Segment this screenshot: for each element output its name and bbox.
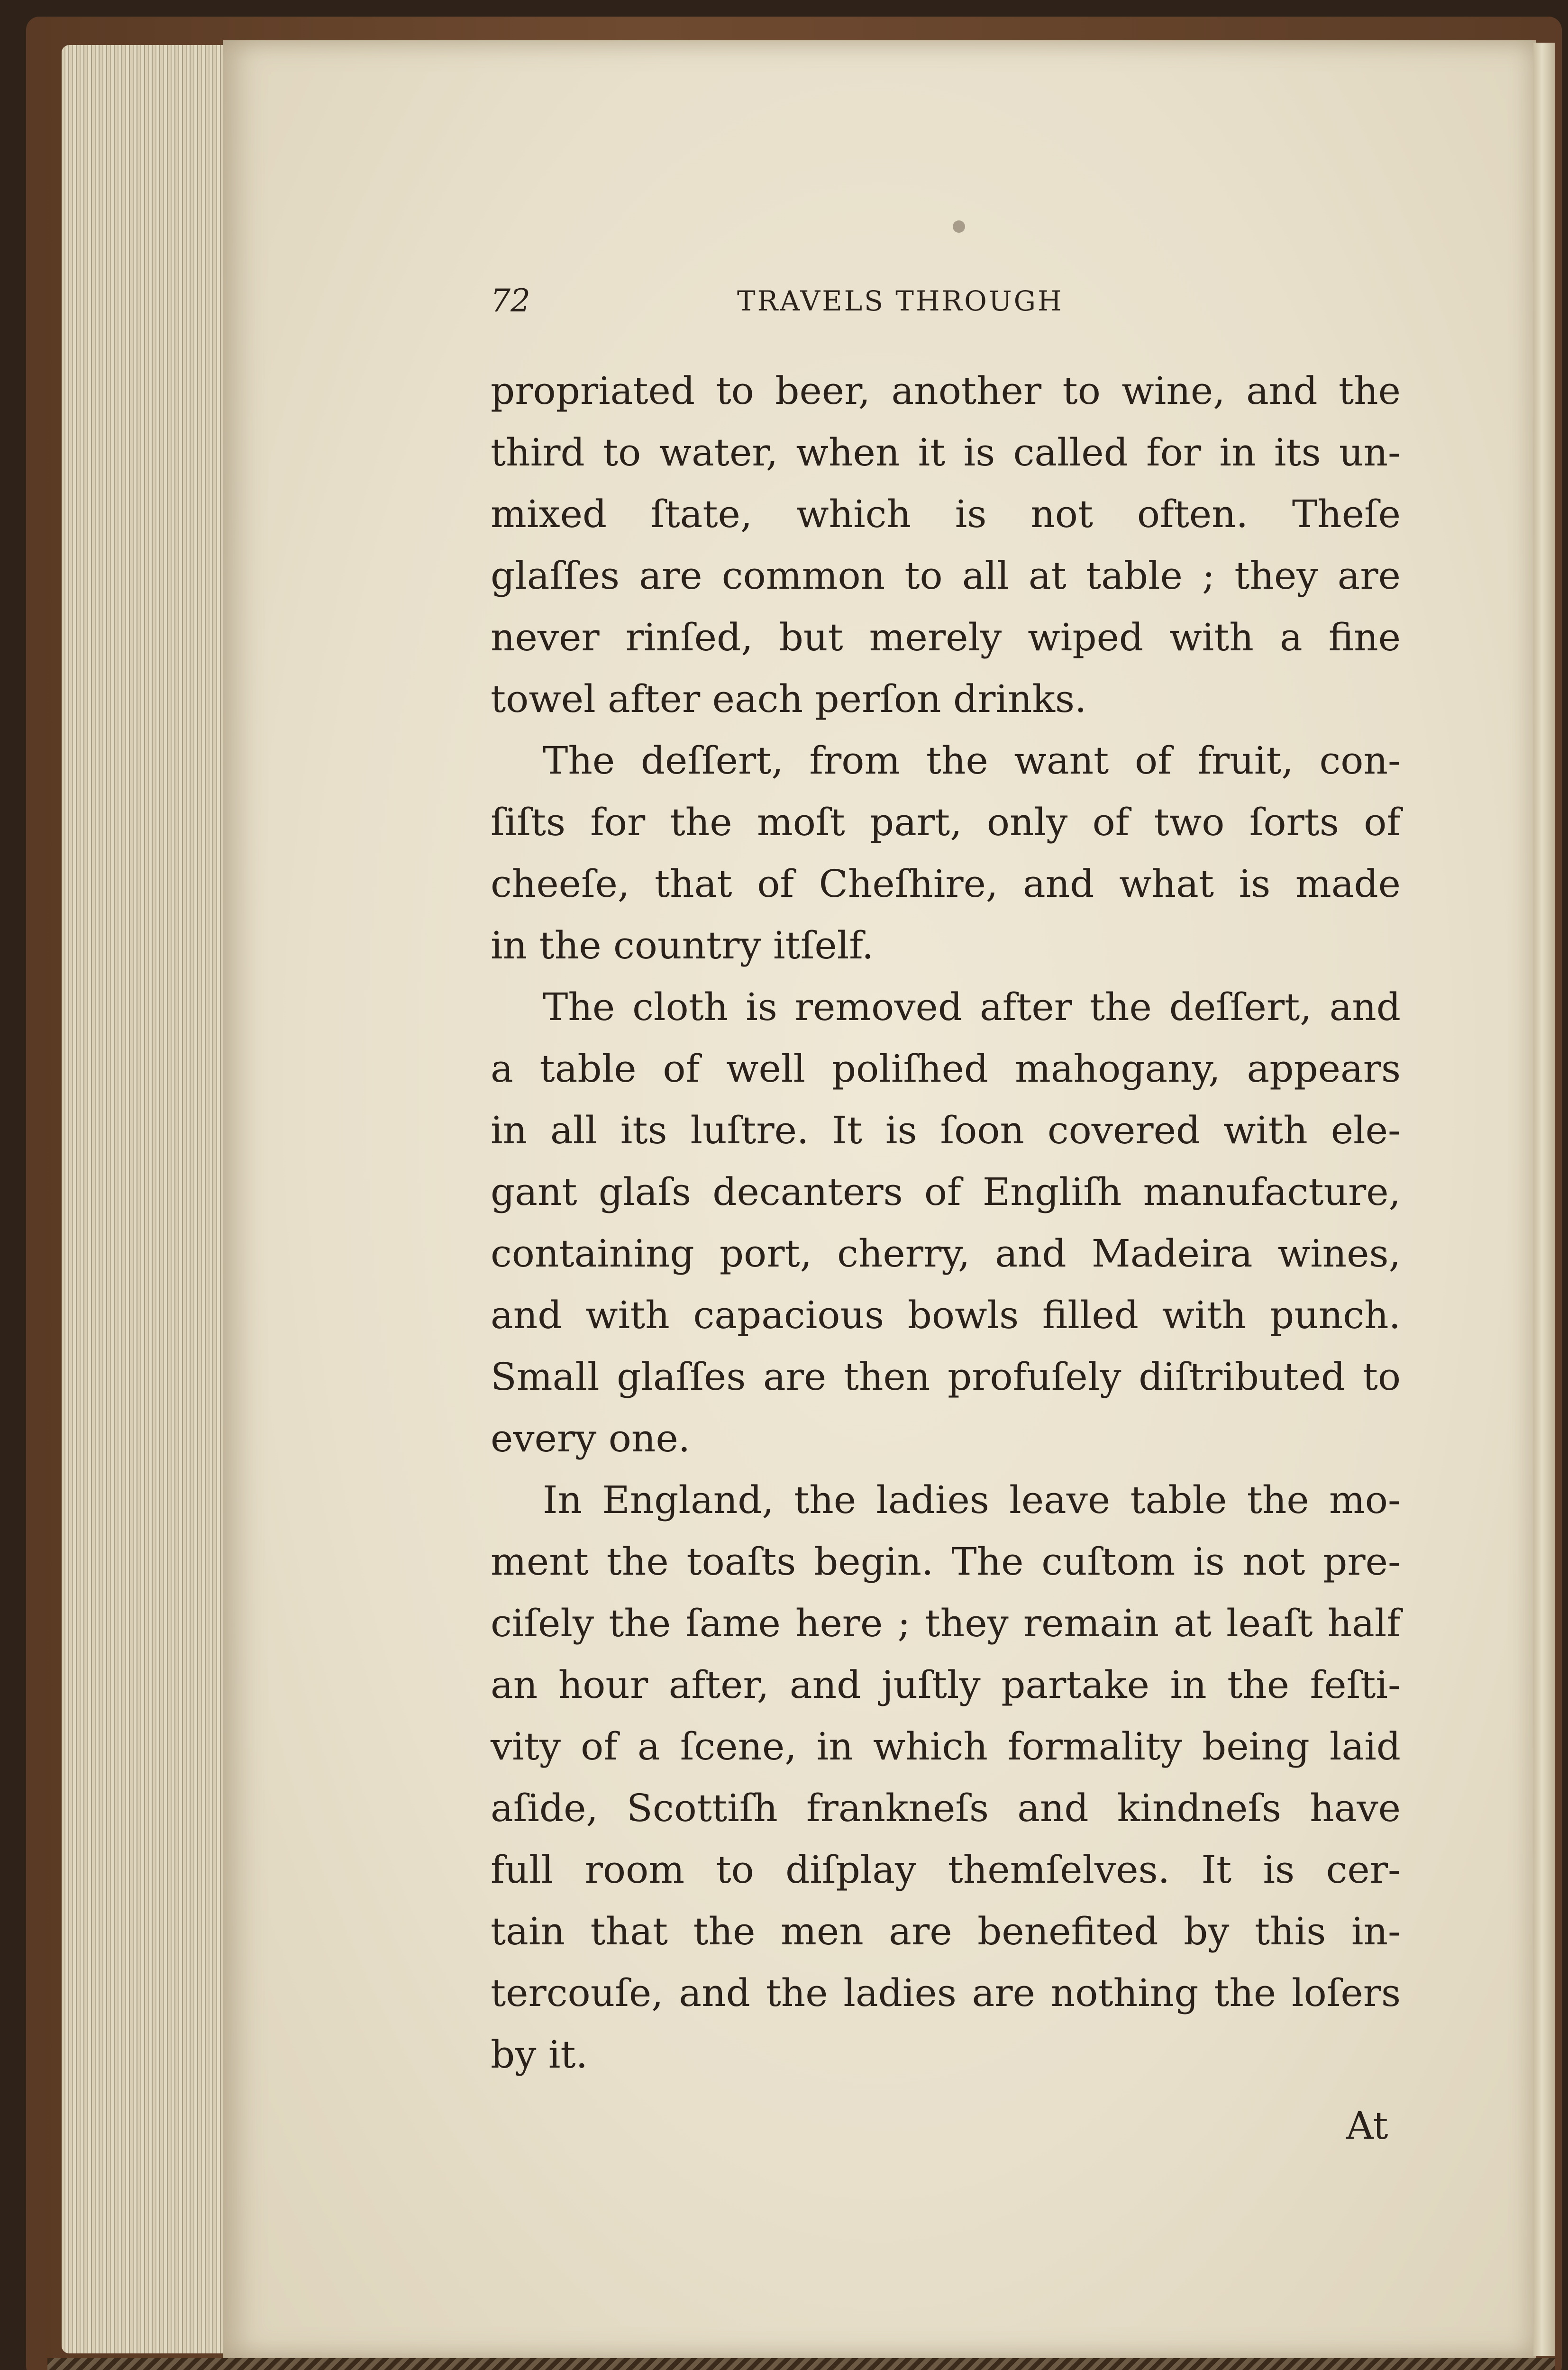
text-line: mixed ſtate, which is not often. Theſe — [491, 492, 1401, 536]
text-line: an hour after, and juſtly partake in the feſti- — [491, 1663, 1401, 1707]
text-line: tercouſe, and the ladies are nothing the loſers — [491, 1971, 1401, 2015]
text-line: aſide, Scottiſh frankneſs and kindneſs have — [491, 1786, 1401, 1830]
page-number: 72 — [491, 283, 530, 319]
body-text — [491, 360, 1401, 2086]
text-line: every one. — [491, 1416, 691, 1460]
text-line: in the country itſelf. — [491, 923, 874, 967]
text-line: ſiſts for the moſt part, only of two ſorts of — [491, 800, 1401, 844]
text-line: glaſſes are common to all at table ; they are — [491, 554, 1401, 598]
text-line: containing port, cherry, and Madeira wines, — [491, 1231, 1401, 1276]
catchword: At — [1346, 2104, 1388, 2148]
text-line: by it. — [491, 2033, 588, 2077]
page-header — [491, 282, 1391, 320]
text-line: full room to diſplay themſelves. It is cer- — [491, 1848, 1401, 1892]
text-line: never rinſed, but merely wiped with a fine — [491, 615, 1401, 659]
running-head: TRAVELS THROUGH — [737, 285, 1064, 317]
text-line: ment the toaſts begin. The cuſtom is not pre- — [491, 1540, 1401, 1584]
text-line: towel after each perſon drinks. — [491, 677, 1087, 721]
text-line: tain that the men are benefited by this in- — [491, 1909, 1401, 1953]
text-line: in all its luſtre. It is ſoon covered with ele- — [491, 1108, 1401, 1152]
paragraph — [491, 360, 1401, 730]
next-page-edge — [1533, 43, 1555, 2356]
paragraph — [491, 976, 1401, 1469]
text-line: gant glaſs decanters of Engliſh manufacture, — [491, 1170, 1401, 1214]
text-line: vity of a ſcene, in which formality being laid — [491, 1724, 1401, 1768]
text-line: ciſely the ſame here ; they remain at leaſt half — [491, 1601, 1401, 1645]
paragraph — [491, 730, 1401, 976]
paragraph — [491, 1469, 1401, 2086]
text-line: and with capacious bowls filled with punch. — [491, 1293, 1401, 1337]
text-line: a table of well poliſhed mahogany, appears — [491, 1047, 1401, 1091]
text-line: propriated to beer, another to wine, and the — [491, 369, 1401, 413]
ink-spot — [953, 220, 965, 233]
text-line: third to water, when it is called for in its un- — [491, 430, 1401, 474]
text-line: The deſſert, from the want of fruit, con- — [543, 738, 1401, 783]
page-edges — [62, 45, 232, 2353]
text-line: In England, the ladies leave table the mo- — [543, 1478, 1401, 1522]
binding-bottom-edge — [47, 2358, 1555, 2370]
text-line: Small glaſſes are then profuſely diſtributed to — [491, 1355, 1401, 1399]
text-line: The cloth is removed after the deſſert, and — [543, 985, 1401, 1029]
text-line: cheeſe, that of Cheſhire, and what is made — [491, 862, 1401, 906]
